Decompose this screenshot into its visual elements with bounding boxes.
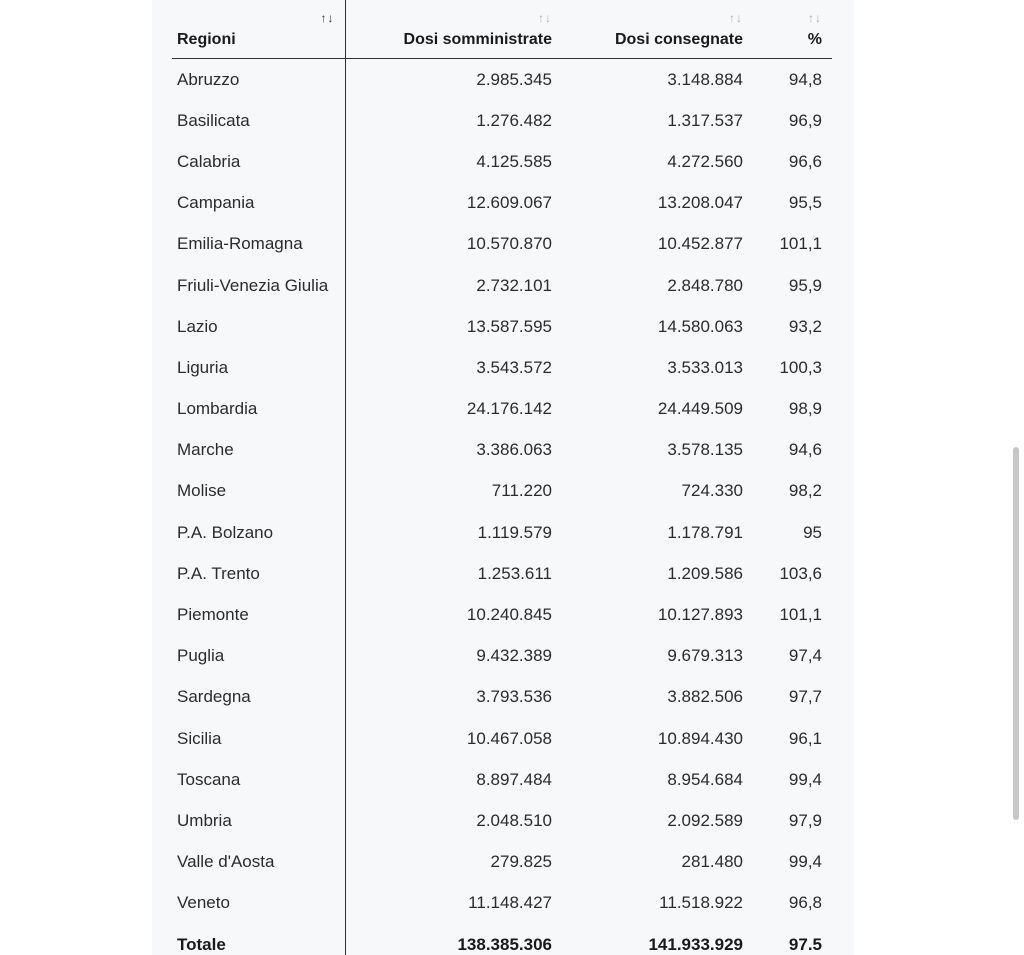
cell-consegnate: 281.480: [681, 852, 743, 872]
total-label: Totale: [172, 924, 345, 955]
cell-consegnate: 13.208.047: [657, 193, 743, 213]
cell-regione: Piemonte: [172, 594, 345, 635]
cell-somministrate: 1.253.611: [477, 563, 552, 583]
cell-consegnate: 2.848.780: [667, 275, 743, 295]
cell-consegnate: 3.148.884: [667, 69, 743, 89]
cell-percent: 96,9: [788, 110, 822, 130]
table-body: [172, 59, 832, 955]
table-row: [172, 800, 832, 841]
table-row: [172, 265, 832, 306]
cell-somministrate: 279.825: [490, 852, 552, 872]
cell-percent: 96,8: [788, 893, 822, 913]
table-row: [172, 389, 832, 430]
cell-percent: 101,1: [779, 605, 822, 625]
vertical-scrollbar[interactable]: [1013, 447, 1019, 820]
cell-consegnate: 4.272.560: [667, 151, 743, 171]
cell-regione: P.A. Trento: [172, 553, 345, 594]
total-percent: 97.5: [788, 934, 822, 954]
cell-consegnate: 3.882.506: [667, 687, 743, 707]
cell-percent: 94,6: [788, 440, 822, 460]
cell-regione: Toscana: [172, 759, 345, 800]
table-row: [172, 430, 832, 471]
cell-somministrate: 10.240.845: [466, 605, 552, 625]
cell-somministrate: 1.276.482: [476, 110, 552, 130]
cell-consegnate: 9.679.313: [667, 646, 743, 666]
cell-regione: P.A. Bolzano: [172, 512, 345, 553]
cell-regione: Sicilia: [172, 718, 345, 759]
cell-consegnate: 1.178.791: [667, 522, 743, 542]
table-row: [172, 141, 832, 182]
cell-percent: 97,9: [788, 810, 822, 830]
cell-consegnate: 10.127.893: [657, 605, 743, 625]
cell-regione: Lazio: [172, 306, 345, 347]
cell-somministrate: 3.543.572: [476, 357, 552, 377]
cell-regione: Friuli-Venezia Giulia: [172, 265, 345, 306]
cell-percent: 93,2: [788, 316, 822, 336]
cell-regione: Veneto: [172, 883, 345, 924]
cell-somministrate: 11.148.427: [468, 893, 552, 913]
sort-arrows-icon[interactable]: ↑↓: [538, 11, 552, 25]
sort-arrows-icon[interactable]: ↑↓: [320, 11, 335, 25]
cell-consegnate: 1.317.537: [667, 110, 743, 130]
cell-consegnate: 14.580.063: [657, 316, 743, 336]
cell-regione: Molise: [172, 471, 345, 512]
cell-somministrate: 24.176.142: [466, 399, 552, 419]
cell-consegnate: 24.449.509: [657, 399, 743, 419]
cell-regione: Umbria: [172, 800, 345, 841]
table-row: [172, 759, 832, 800]
cell-regione: Abruzzo: [172, 59, 345, 101]
cell-regione: Valle d'Aosta: [172, 842, 345, 883]
cell-somministrate: 10.570.870: [466, 234, 552, 254]
cell-regione: Emilia-Romagna: [172, 224, 345, 265]
table-row: [172, 347, 832, 388]
cell-regione: Lombardia: [172, 389, 345, 430]
table-row: [172, 183, 832, 224]
header-regioni-label: Regioni: [177, 31, 236, 48]
cell-percent: 103,6: [779, 563, 822, 583]
table-row: [172, 471, 832, 512]
table-row: [172, 553, 832, 594]
cell-regione: Marche: [172, 430, 345, 471]
header-percent-label: %: [807, 31, 822, 48]
cell-percent: 96,6: [788, 151, 822, 171]
total-somministrate: 138.385.306: [457, 934, 552, 954]
table-row: [172, 594, 832, 635]
cell-somministrate: 2.732.101: [476, 275, 552, 295]
cell-regione: Campania: [172, 183, 345, 224]
table-row: [172, 224, 832, 265]
cell-percent: 97,4: [788, 646, 822, 666]
cell-regione: Calabria: [172, 141, 345, 182]
table-row: [172, 883, 832, 924]
header-dosi-somministrate[interactable]: [345, 0, 562, 59]
vaccine-doses-table: [172, 0, 832, 955]
cell-percent: 95,9: [788, 275, 822, 295]
cell-regione: Basilicata: [172, 100, 345, 141]
cell-percent: 101,1: [779, 234, 822, 254]
table-row: [172, 718, 832, 759]
cell-consegnate: 10.452.877: [657, 234, 743, 254]
table-row: [172, 636, 832, 677]
cell-somministrate: 12.609.067: [466, 193, 552, 213]
cell-consegnate: 724.330: [681, 481, 743, 501]
cell-consegnate: 1.209.586: [667, 563, 743, 583]
header-percent[interactable]: [753, 0, 832, 59]
cell-percent: 99,4: [788, 769, 822, 789]
cell-percent: 95: [803, 522, 822, 542]
total-consegnate: 141.933.929: [648, 934, 743, 954]
cell-consegnate: 10.894.430: [657, 728, 743, 748]
cell-percent: 99,4: [788, 852, 822, 872]
cell-consegnate: 11.518.922: [659, 893, 743, 913]
cell-somministrate: 2.048.510: [476, 810, 552, 830]
cell-somministrate: 10.467.058: [466, 728, 552, 748]
cell-somministrate: 9.432.389: [476, 646, 552, 666]
cell-somministrate: 3.386.063: [476, 440, 552, 460]
cell-percent: 96,1: [788, 728, 822, 748]
total-row: [172, 924, 832, 955]
header-row: [172, 0, 832, 59]
cell-somministrate: 2.985.345: [476, 69, 552, 89]
cell-consegnate: 3.533.013: [667, 357, 743, 377]
table-row: [172, 59, 832, 101]
table-row: [172, 677, 832, 718]
header-somministrate-label: Dosi somministrate: [403, 31, 552, 48]
cell-somministrate: 711.220: [491, 481, 552, 501]
cell-consegnate: 8.954.684: [667, 769, 743, 789]
table-row: [172, 100, 832, 141]
header-regioni[interactable]: [172, 0, 345, 59]
cell-percent: 100,3: [779, 357, 822, 377]
cell-consegnate: 2.092.589: [667, 810, 743, 830]
table-row: [172, 306, 832, 347]
cell-somministrate: 13.587.595: [466, 316, 552, 336]
cell-percent: 98,2: [788, 481, 822, 501]
cell-somministrate: 1.119.579: [477, 522, 552, 542]
cell-consegnate: 3.578.135: [667, 440, 743, 460]
cell-somministrate: 4.125.585: [476, 151, 552, 171]
table-row: [172, 842, 832, 883]
sort-arrows-icon[interactable]: ↑↓: [729, 11, 743, 25]
sort-arrows-icon[interactable]: ↑↓: [808, 11, 822, 25]
table-row: [172, 512, 832, 553]
cell-percent: 98,9: [788, 399, 822, 419]
cell-percent: 97,7: [788, 687, 822, 707]
cell-percent: 94,8: [788, 69, 822, 89]
header-consegnate-label: Dosi consegnate: [614, 31, 743, 48]
header-dosi-consegnate[interactable]: [562, 0, 753, 59]
cell-somministrate: 8.897.484: [476, 769, 552, 789]
cell-somministrate: 3.793.536: [476, 687, 552, 707]
cell-regione: Sardegna: [172, 677, 345, 718]
cell-regione: Liguria: [172, 347, 345, 388]
cell-percent: 95,5: [788, 193, 822, 213]
cell-regione: Puglia: [172, 636, 345, 677]
